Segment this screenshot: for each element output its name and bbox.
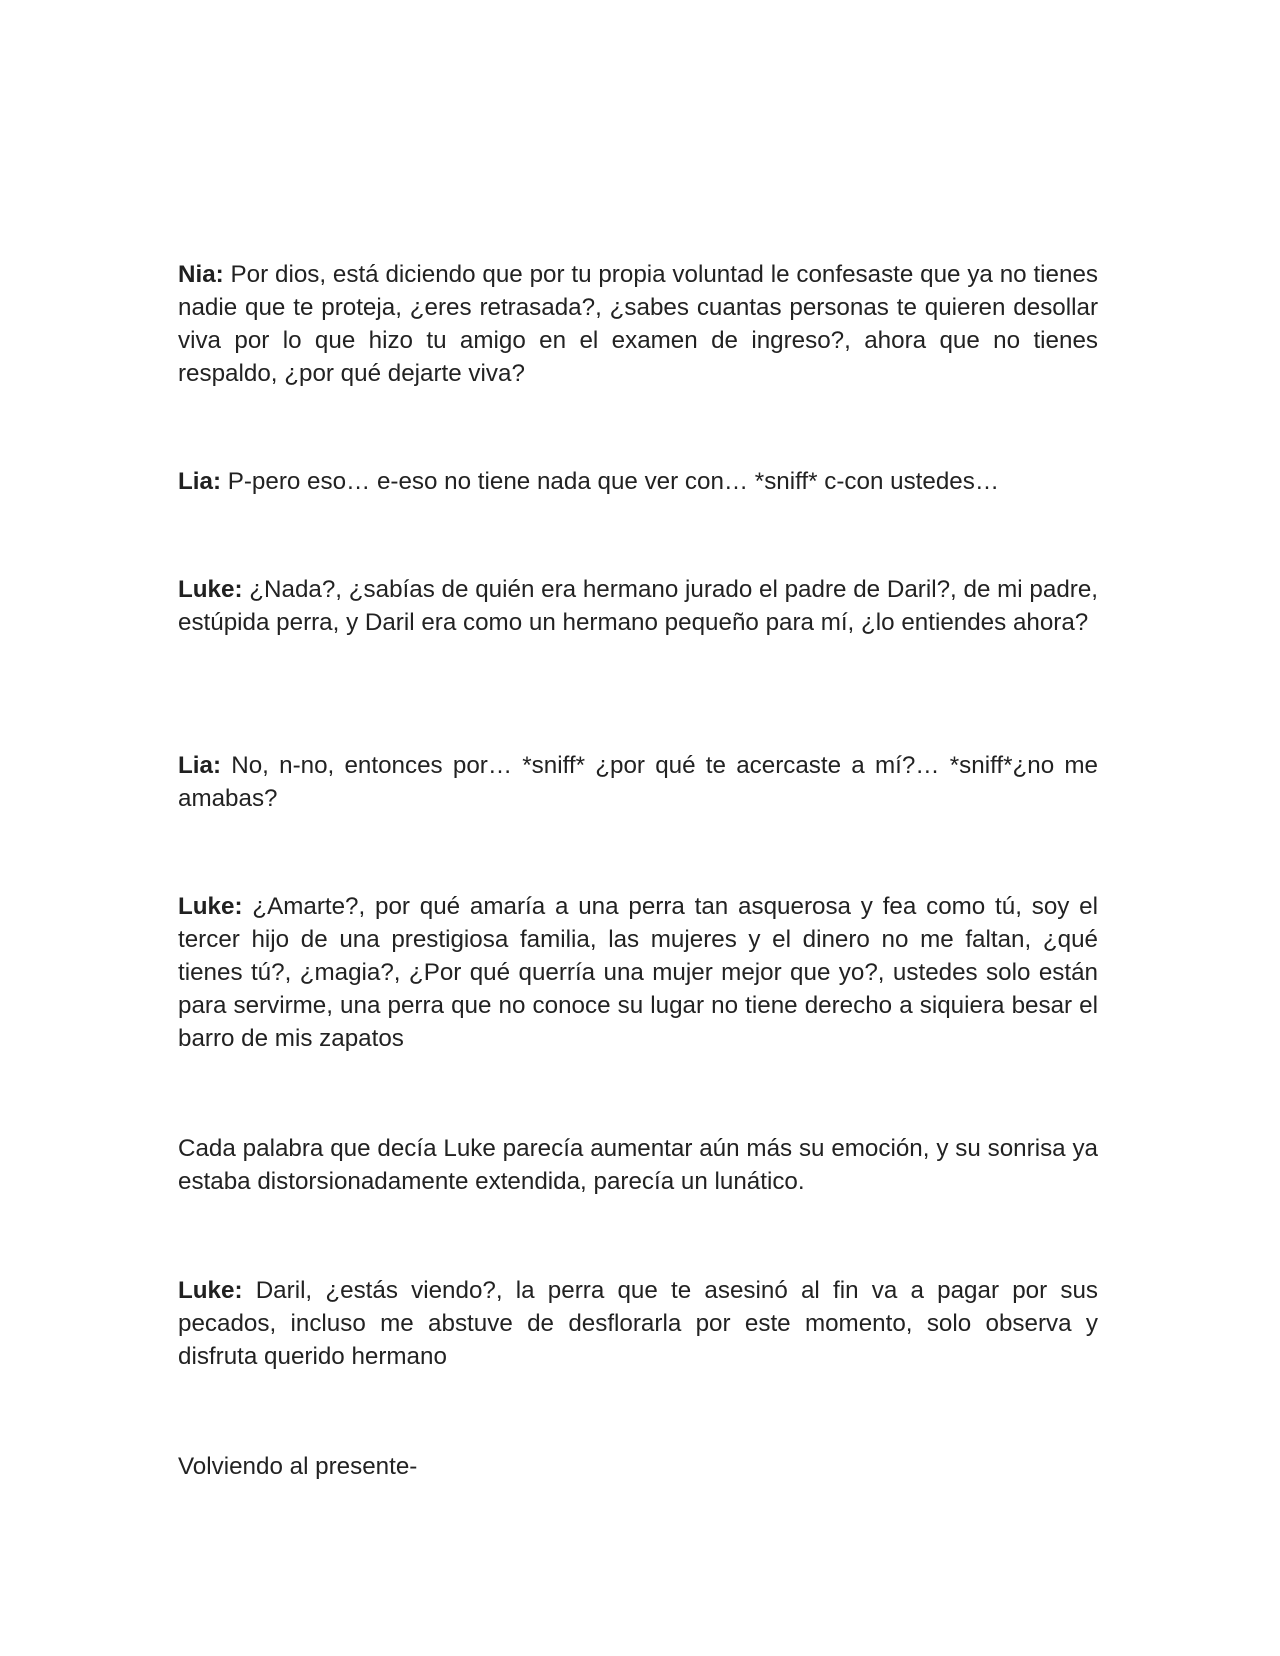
dialogue-text: ¿Nada?, ¿sabías de quién era hermano jurado el padre de Daril?, de mi padre, estúpida perra, y Daril era como un hermano pequeño para mí, ¿lo entiendes ahora?	[178, 576, 1098, 636]
narration-text: Cada palabra que decía Luke parecía aumentar aún más su emoción, y su sonrisa ya estaba distorsionadamente extendida, parecía un lunático.	[178, 1135, 1098, 1195]
speaker-label: Lia:	[178, 752, 222, 779]
dialogue-text: P-pero eso… e-eso no tiene nada que ver con… *sniff* c-con ustedes…	[221, 468, 1000, 495]
speaker-label: Luke:	[178, 576, 243, 603]
speaker-label: Nia:	[178, 261, 224, 288]
dialogue-paragraph-luke	[178, 573, 1098, 639]
speaker-label: Lia:	[178, 468, 222, 495]
dialogue-paragraph-luke	[178, 890, 1098, 1055]
dialogue-paragraph-lia	[178, 749, 1098, 815]
dialogue-text: No, n-no, entonces por… *sniff* ¿por qué te acercaste a mí?… *sniff*¿no me amabas?	[178, 752, 1098, 812]
scene-transition-text: Volviendo al presente-	[178, 1453, 418, 1480]
scene-transition-paragraph	[178, 1450, 1098, 1483]
dialogue-paragraph-nia	[178, 258, 1098, 390]
speaker-label: Luke:	[178, 893, 243, 920]
dialogue-paragraph-lia	[178, 465, 1098, 498]
dialogue-text: ¿Amarte?, por qué amaría a una perra tan asquerosa y fea como tú, soy el tercer hijo de una prestigiosa familia, las mujeres y el dinero no me faltan, ¿qué tienes tú?, ¿magia?, ¿Por qué querría una mujer mejor que yo?, ustedes solo están para servirme, una perra que no conoce su lugar no tiene derecho a siquiera besar el barro de mis zapatos	[178, 893, 1098, 1052]
narration-paragraph	[178, 1132, 1098, 1198]
dialogue-text: Daril, ¿estás viendo?, la perra que te asesinó al fin va a pagar por sus pecados, incluso me abstuve de desflorarla por este momento, solo observa y disfruta querido hermano	[178, 1277, 1098, 1370]
dialogue-paragraph-luke	[178, 1274, 1098, 1373]
dialogue-text: Por dios, está diciendo que por tu propia voluntad le confesaste que ya no tienes nadie que te proteja, ¿eres retrasada?, ¿sabes cuantas personas te quieren desollar viva por lo que hizo tu amigo en el examen de ingreso?, ahora que no tienes respaldo, ¿por qué dejarte viva?	[178, 261, 1098, 387]
speaker-label: Luke:	[178, 1277, 243, 1304]
